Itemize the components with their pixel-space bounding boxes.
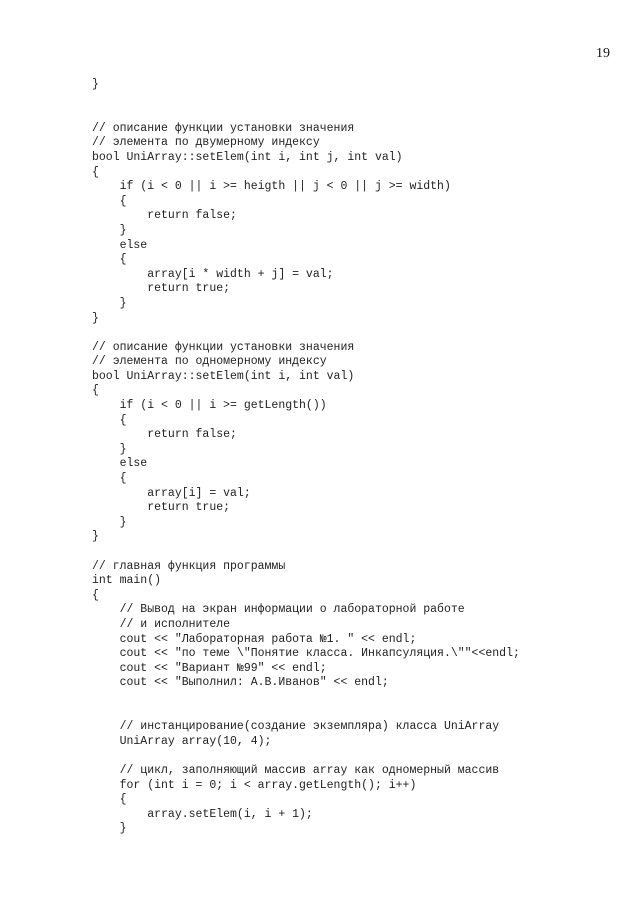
code-line	[92, 545, 520, 560]
code-line: // Вывод на экран информации о лабораторной работе	[92, 603, 465, 617]
code-line: }	[92, 223, 127, 237]
code-line: bool UniArray::setElem(int i, int val)	[92, 369, 355, 383]
code-line: for (int i = 0; i < array.getLength(); i++)	[92, 778, 417, 792]
code-line: // элемента по одномерному индексу	[92, 355, 327, 369]
code-line: // инстанцирование(создание экземпляра) класса UniArray	[92, 720, 500, 734]
code-line: // описание функции установки значения	[92, 121, 355, 135]
code-line: }	[92, 311, 99, 325]
code-line: {	[92, 588, 99, 602]
code-line: {	[92, 194, 127, 208]
code-line: {	[92, 413, 127, 427]
code-line: return true;	[92, 501, 231, 515]
code-line: // цикл, заполняющий массив array как одномерный массив	[92, 763, 500, 777]
code-line: cout << "Выполнил: А.В.Иванов" << endl;	[92, 676, 389, 690]
code-line: else	[92, 238, 148, 252]
code-line: // элемента по двумерному индексу	[92, 136, 320, 150]
code-line: // и исполнителе	[92, 617, 231, 631]
code-line: // главная функция программы	[92, 559, 286, 573]
code-line: {	[92, 253, 127, 267]
page-number: 19	[596, 46, 610, 61]
code-line: else	[92, 457, 148, 471]
code-line	[92, 706, 520, 721]
code-line: cout << "Вариант №99" << endl;	[92, 661, 327, 675]
code-line: {	[92, 472, 127, 486]
code-line: array[i] = val;	[92, 486, 251, 500]
code-line	[92, 749, 520, 764]
code-line: int main()	[92, 574, 162, 588]
code-line: return true;	[92, 282, 231, 296]
code-line	[92, 326, 520, 341]
code-line: if (i < 0 || i >= getLength())	[92, 399, 327, 413]
code-listing	[92, 78, 520, 837]
code-line: if (i < 0 || i >= heigth || j < 0 || j >= width)	[92, 180, 451, 194]
code-line: }	[92, 78, 99, 91]
code-line: {	[92, 793, 127, 807]
code-line: array.setElem(i, i + 1);	[92, 807, 313, 821]
code-line	[92, 93, 520, 108]
code-line: {	[92, 384, 99, 398]
code-line	[92, 107, 520, 122]
code-line	[92, 691, 520, 706]
code-line: return false;	[92, 428, 237, 442]
code-line: }	[92, 296, 127, 310]
code-line: }	[92, 822, 127, 836]
code-line: array[i * width + j] = val;	[92, 267, 334, 281]
code-line: bool UniArray::setElem(int i, int j, int val)	[92, 150, 403, 164]
code-line: // описание функции установки значения	[92, 340, 355, 354]
code-line: }	[92, 530, 99, 544]
code-line: cout << "Лабораторная работа №1. " << endl;	[92, 632, 417, 646]
code-line: {	[92, 165, 99, 179]
code-line: UniArray array(10, 4);	[92, 734, 272, 748]
code-line: }	[92, 515, 127, 529]
code-line: }	[92, 442, 127, 456]
code-line: return false;	[92, 209, 237, 223]
code-line: cout << "по теме \"Понятие класса. Инкапсуляция.\""<<endl;	[92, 647, 520, 661]
